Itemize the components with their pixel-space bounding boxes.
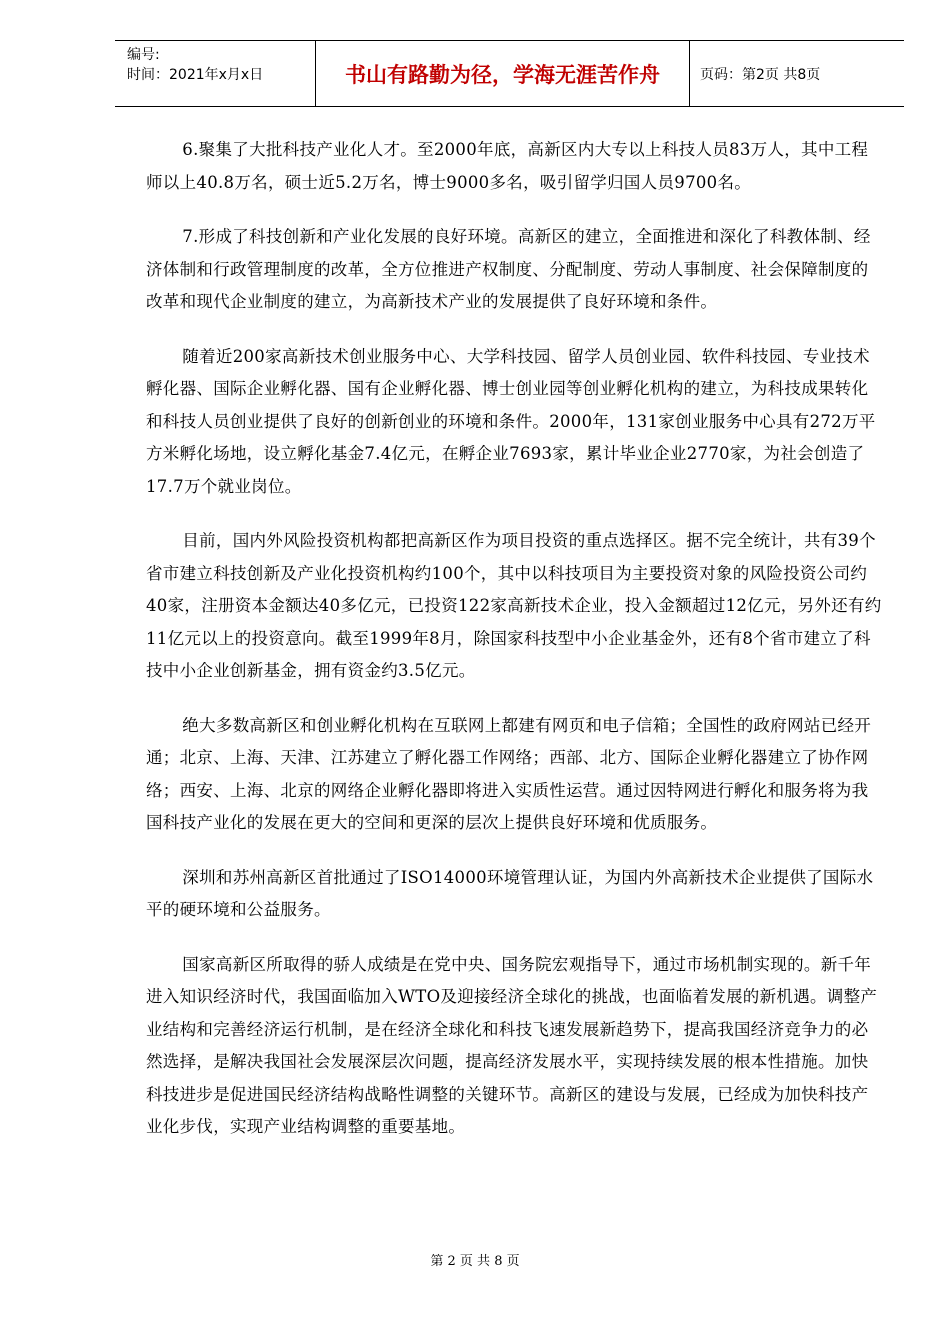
paragraph: 绝大多数高新区和创业孵化机构在互联网上都建有网页和电子信箱；全国性的政府网站已经开通；北京、上海、天津、江苏建立了孵化器工作网络；西部、北方、国际企业孵化器建立了协作网络；西安、上海、北京的网络企业孵化器即将进入实质性运营。通过因特网进行孵化和服务将为我国科技产业化的发展在更大的空间和更深的层次上提供良好环境和优质服务。 xyxy=(146,715,872,832)
paragraph: 随着近200家高新技术创业服务中心、大学科技园、留学人员创业园、软件科技园、专业技术孵化器、国际企业孵化器、国有企业孵化器、博士创业园等创业孵化机构的建立，为科技成果转化和科技人员创业提供了良好的创新创业的环境和条件。2000年，131家创业服务中心具有272万平方米孵化场地，设立孵化基金7.4亿元，在孵企业7693家，累计毕业企业2770家，为社会创造了17.7万个就业岗位。 xyxy=(146,346,876,496)
header-meta xyxy=(115,41,316,106)
document-header xyxy=(115,40,904,107)
paragraph: 国家高新区所取得的骄人成绩是在党中央、国务院宏观指导下，通过市场机制实现的。新千年进入知识经济时代，我国面临加入WTO及迎接经济全球化的挑战，也面临着发展的新机遇。调整产业结构和完善经济运行机制，是在经济全球化和科技飞速发展新趋势下，提高我国经济竞争力的必然选择，是解决我国社会发展深层次问题，提高经济发展水平，实现持续发展的根本性措施。加快科技进步是促进国民经济结构战略性调整的关键环节。高新区的建设与发展，已经成为加快科技产业化步伐，实现产业结构调整的重要基地。 xyxy=(146,954,878,1136)
paragraph: 目前，国内外风险投资机构都把高新区作为项目投资的重点选择区。据不完全统计，共有39个省市建立科技创新及产业化投资机构约100个，其中以科技项目为主要投资对象的风险投资公司约40家，注册资本金额达40多亿元，已投资122家高新技术企业，投入金额超过12亿元，另外还有约11亿元以上的投资意向。截至1999年8月，除国家科技型中小企业基金外，还有8个省市建立了科技中小企业创新基金，拥有资金约3.5亿元。 xyxy=(146,531,882,680)
paragraph: 6.聚集了大批科技产业化人才。至2000年底，高新区内大专以上科技人员83万人，其中工程师以上40.8万名，硕士近5.2万名，博士9000多名，吸引留学归国人员9700名。 xyxy=(146,140,869,192)
header-motto: 书山有路勤为径，学海无涯苦作舟 xyxy=(316,41,690,106)
header-page-label: 页码：第2页 共8页 xyxy=(700,66,821,83)
time-label: 时间：2021年x月x日 xyxy=(127,67,264,83)
document-body xyxy=(146,134,884,1166)
page-footer: 第 2 页 共 8 页 xyxy=(430,1254,520,1269)
number-label: 编号: xyxy=(127,47,160,63)
paragraph: 7.形成了科技创新和产业化发展的良好环境。高新区的建立，全面推进和深化了科教体制、经济体制和行政管理制度的改革，全方位推进产权制度、分配制度、劳动人事制度、社会保障制度的改革和现代企业制度的建立，为高新技术产业的发展提供了良好环境和条件。 xyxy=(146,227,871,311)
paragraph: 深圳和苏州高新区首批通过了ISO14000环境管理认证，为国内外高新技术企业提供了国际水平的硬环境和公益服务。 xyxy=(146,867,874,919)
